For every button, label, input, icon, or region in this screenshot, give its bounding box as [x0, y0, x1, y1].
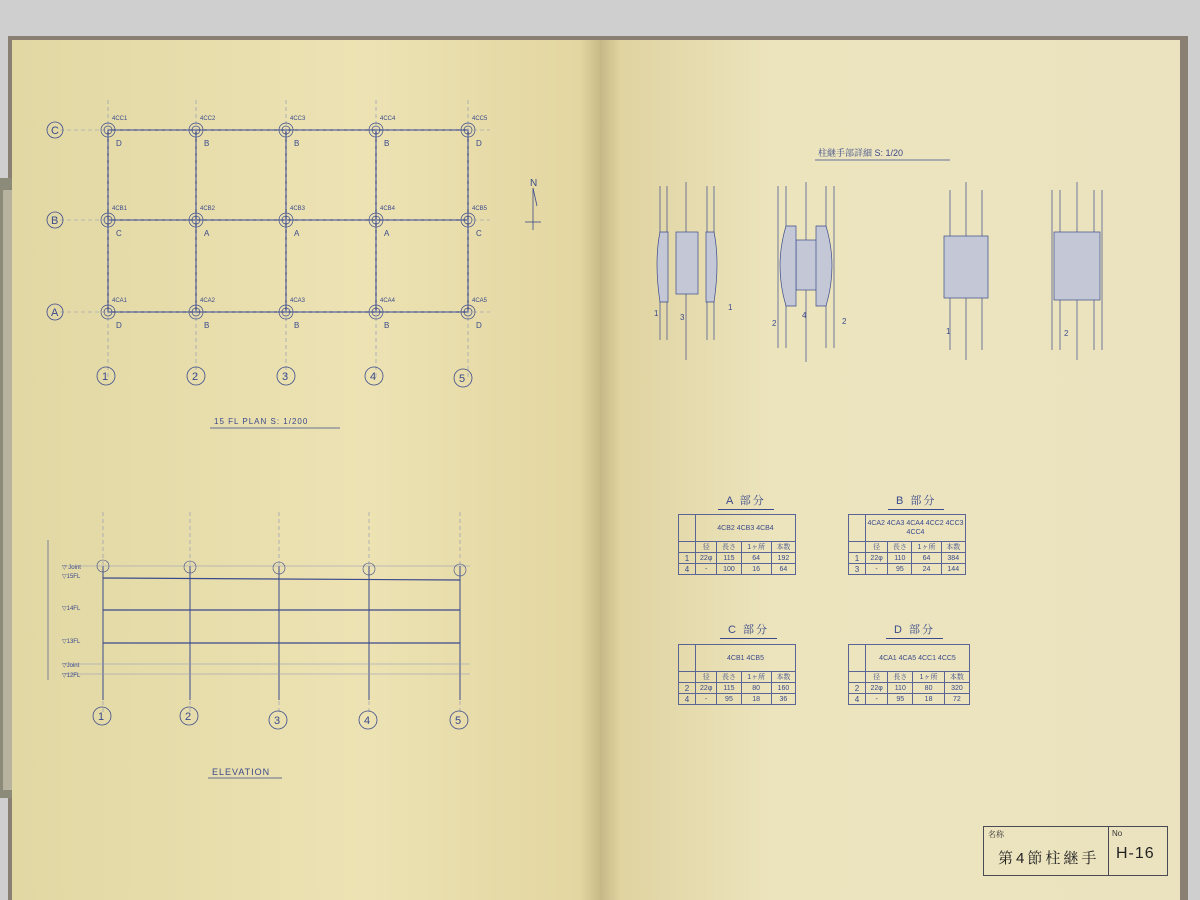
- column-type: C: [116, 229, 122, 238]
- detail-4-label: 2: [1064, 329, 1069, 338]
- column-id: 4CC1: [112, 116, 128, 122]
- table-c: [678, 644, 796, 705]
- table-c-cell: 95: [717, 694, 741, 705]
- table-a-col: 1ヶ所: [741, 542, 771, 553]
- column-id: 4CB1: [112, 206, 128, 212]
- column-id: 4CA2: [200, 298, 216, 304]
- table-c-cell: 18: [741, 694, 771, 705]
- column-id: 4CB5: [472, 206, 488, 212]
- table-c-col: 1ヶ所: [741, 672, 771, 683]
- level-joint-lower: ▽Joint: [62, 663, 80, 669]
- detail-4: [1052, 182, 1102, 360]
- table-b-cell: 3: [849, 564, 866, 575]
- detail-1: [657, 182, 717, 360]
- table-a-cell: 192: [771, 553, 795, 564]
- detail-2-label-right: 2: [842, 317, 847, 326]
- table-c-cell: -: [696, 694, 717, 705]
- drawing-number: H-16: [1116, 845, 1155, 862]
- table-a-cell: 100: [717, 564, 741, 575]
- detail-2-label-left: 2: [772, 319, 777, 328]
- column-type: D: [476, 139, 482, 148]
- column-type: B: [294, 139, 300, 148]
- table-b-cell: -: [866, 564, 888, 575]
- table-a: [678, 514, 796, 575]
- grid-label-5: 5: [459, 373, 466, 385]
- table-b-cell: 64: [912, 553, 941, 564]
- table-a-cell: 4: [679, 564, 696, 575]
- table-c-cell: 115: [717, 683, 741, 694]
- table-c-header: 4CB1 4CB5: [696, 645, 796, 672]
- table-c-cell: 160: [771, 683, 795, 694]
- grid-label-b: B: [51, 215, 59, 227]
- table-b-header: 4CA2 4CA3 4CA4 4CC2 4CC3 4CC4: [866, 515, 966, 542]
- table-b-col: 長さ: [888, 542, 912, 553]
- level-12fl: ▽12FL: [62, 673, 81, 679]
- column-id: 4CB3: [290, 206, 306, 212]
- table-b-col: 1ヶ所: [912, 542, 941, 553]
- table-d-cell: 22φ: [866, 683, 888, 694]
- table-d-col: 長さ: [888, 672, 913, 683]
- elevation-title: ELEVATION: [212, 767, 271, 777]
- column-id: 4CA4: [380, 298, 396, 304]
- table-d-cell: 95: [888, 694, 913, 705]
- table-d-cell: 110: [888, 683, 913, 694]
- table-d-header: 4CA1 4CA5 4CC1 4CC5: [866, 645, 970, 672]
- table-a-cell: 115: [717, 553, 741, 564]
- column-type: B: [384, 139, 390, 148]
- table-a-col: 本数: [771, 542, 795, 553]
- table-c-cell: 22φ: [696, 683, 717, 694]
- table-a-cell: 1: [679, 553, 696, 564]
- table-b-cell: 384: [941, 553, 965, 564]
- table-d-col: 本数: [944, 672, 969, 683]
- table-a-header: 4CB2 4CB3 4CB4: [696, 515, 796, 542]
- column-type: D: [116, 139, 122, 148]
- title-name-label: 名称: [988, 830, 1004, 839]
- detail-1-label-mid: 3: [680, 313, 685, 322]
- grid-label-4: 4: [370, 371, 377, 383]
- table-c-title: C 部分: [720, 621, 777, 639]
- table-d-cell: 18: [913, 694, 945, 705]
- table-a-col: 長さ: [717, 542, 741, 553]
- details-title: 柱継手部詳細 S: 1/20: [818, 148, 904, 158]
- grid-label-1: 1: [102, 371, 109, 383]
- detail-1-label-left: 1: [654, 309, 659, 318]
- title-no-label: No: [1112, 829, 1123, 838]
- table-d-cell: 4: [849, 694, 866, 705]
- splice-details: [654, 147, 1102, 362]
- grid-label-2: 2: [192, 371, 199, 383]
- elev-grid-3: 3: [274, 715, 281, 727]
- table-b-cell: 22φ: [866, 553, 888, 564]
- table-b-col: 径: [866, 542, 888, 553]
- column-id: 4CC3: [290, 116, 306, 122]
- elevation-drawing: [48, 512, 470, 778]
- level-joint-upper: ▽ Joint: [62, 565, 81, 571]
- plan-title: 15 FL PLAN S: 1/200: [214, 417, 309, 426]
- table-b-cell: 95: [888, 564, 912, 575]
- table-d-cell: 80: [913, 683, 945, 694]
- column-type: B: [384, 321, 390, 330]
- column-id: 4CC2: [200, 116, 216, 122]
- table-d-cell: 320: [944, 683, 969, 694]
- column-type: B: [204, 321, 210, 330]
- elev-grid-1: 1: [98, 711, 105, 723]
- table-c-cell: 2: [679, 683, 696, 694]
- grid-label-a: A: [51, 307, 59, 319]
- level-15fl: ▽15FL: [62, 574, 81, 580]
- table-c-col: 径: [696, 672, 717, 683]
- table-d: [848, 644, 970, 705]
- table-d-cell: -: [866, 694, 888, 705]
- detail-1-label-right: 1: [728, 303, 733, 312]
- column-id: 4CC5: [472, 116, 488, 122]
- detail-2: [778, 182, 834, 362]
- elev-grid-4: 4: [364, 715, 371, 727]
- column-id: 4CA3: [290, 298, 306, 304]
- elev-grid-5: 5: [455, 715, 462, 727]
- column-type: C: [476, 229, 482, 238]
- table-b-cell: 24: [912, 564, 941, 575]
- table-d-col: 径: [866, 672, 888, 683]
- north-label: N: [530, 178, 538, 189]
- column-type: A: [294, 229, 300, 238]
- table-c-col: 長さ: [717, 672, 741, 683]
- column-type: B: [294, 321, 300, 330]
- level-13fl: ▽13FL: [62, 639, 81, 645]
- table-d-col: 1ヶ所: [913, 672, 945, 683]
- drawing-name: 第4節柱継手: [998, 850, 1100, 867]
- floor-plan: [47, 100, 541, 428]
- column-id: 4CA1: [112, 298, 128, 304]
- table-b-col: 本数: [941, 542, 965, 553]
- table-a-cell: 22φ: [696, 553, 717, 564]
- table-a-col: 径: [696, 542, 717, 553]
- table-c-col: 本数: [771, 672, 795, 683]
- table-d-title: D 部分: [886, 621, 943, 639]
- table-c-cell: 4: [679, 694, 696, 705]
- column-id: 4CB4: [380, 206, 396, 212]
- column-type: A: [204, 229, 210, 238]
- table-d-cell: 2: [849, 683, 866, 694]
- table-b-cell: 1: [849, 553, 866, 564]
- column-type: D: [116, 321, 122, 330]
- column-type: B: [204, 139, 210, 148]
- table-d-cell: 72: [944, 694, 969, 705]
- column-id: 4CC4: [380, 116, 396, 122]
- table-a-cell: 16: [741, 564, 771, 575]
- grid-label-3: 3: [282, 371, 289, 383]
- title-block: [983, 826, 1168, 876]
- table-a-cell: 64: [741, 553, 771, 564]
- column-type: A: [384, 229, 390, 238]
- elev-grid-2: 2: [185, 711, 192, 723]
- detail-3-label: 1: [946, 327, 951, 336]
- column-type: D: [476, 321, 482, 330]
- table-a-cell: 64: [771, 564, 795, 575]
- table-b-title: B 部分: [888, 492, 944, 510]
- detail-2-label-mid: 4: [802, 311, 807, 320]
- column-id: 4CB2: [200, 206, 216, 212]
- column-id: 4CA5: [472, 298, 488, 304]
- table-a-title: A 部分: [718, 492, 774, 510]
- table-a-cell: -: [696, 564, 717, 575]
- grid-label-c: C: [51, 125, 59, 137]
- detail-3: [944, 182, 988, 360]
- table-c-cell: 36: [771, 694, 795, 705]
- table-b-cell: 110: [888, 553, 912, 564]
- table-b: [848, 514, 966, 575]
- table-b-cell: 144: [941, 564, 965, 575]
- table-c-cell: 80: [741, 683, 771, 694]
- level-14fl: ▽14FL: [62, 606, 81, 612]
